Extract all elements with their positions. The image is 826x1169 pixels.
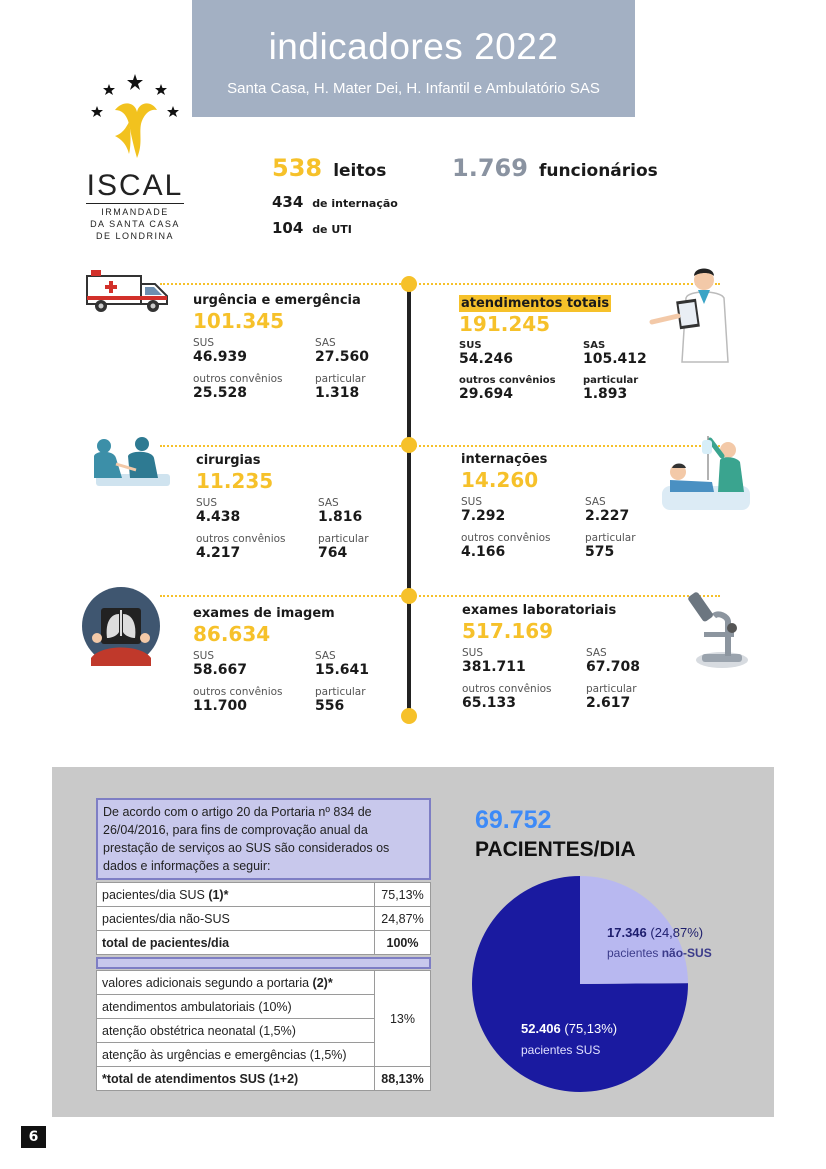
nonsus-caption [607, 946, 712, 960]
page-title: indicadores 2022 [268, 26, 559, 67]
urgencia-title: urgência e emergência [193, 293, 361, 308]
stat-key: SAS [315, 337, 336, 349]
xray-lungs-icon [81, 586, 161, 666]
stat-key: particular [315, 686, 366, 698]
stat-value: 2.227 [585, 508, 630, 524]
stat-key: SUS [461, 496, 483, 508]
pacientes-dia-table [96, 882, 431, 955]
urgencia-total: 101.345 [193, 309, 285, 333]
stat-key: outros convênios [193, 373, 283, 385]
sus-pct: (75,13%) [564, 1021, 618, 1036]
stat-value: 7.292 [461, 508, 506, 524]
stat-key: outros convênios [196, 533, 286, 545]
sus-value: 52.406 [521, 1021, 561, 1036]
timeline-dot [401, 708, 417, 724]
atendimentos-title: atendimentos totais [461, 296, 610, 311]
portaria-note: De acordo com o artigo 20 da Portaria nº 834 de 26/04/2016, para fins de comprovação anual da prestação de serviços ao SUS são considerados os dados e informações a seguir: [96, 798, 431, 880]
staff-label: funcionários [539, 161, 658, 181]
timeline-line [407, 282, 411, 720]
stat-key: particular [583, 375, 639, 386]
timeline-divider-3 [160, 595, 720, 597]
stat-key: SAS [586, 647, 607, 659]
iscal-logo [80, 72, 190, 247]
staff-value: 1.769 [452, 154, 528, 182]
timeline-dot [401, 588, 417, 604]
page-number: 6 [21, 1126, 46, 1148]
logo-subtext [86, 203, 184, 242]
stat-value: 54.246 [459, 351, 514, 367]
stat-value: 575 [585, 544, 615, 560]
beds-summary [272, 154, 386, 182]
valores-adicionais-table [96, 970, 431, 1091]
laboratoriais-title: exames laboratoriais [462, 603, 617, 618]
stat-key: SUS [462, 647, 484, 659]
page-header [192, 0, 635, 117]
stat-value: 58.667 [193, 662, 248, 678]
stat-value: 105.412 [583, 351, 647, 367]
stat-key: SAS [583, 340, 606, 351]
stat-key: SUS [193, 337, 215, 349]
nonsus-caption-b: não-SUS [661, 946, 712, 960]
uti-beds-label: de UTI [312, 223, 352, 236]
nonsus-value: 17.346 [607, 925, 647, 940]
nonsus-label [607, 925, 703, 940]
stat-value: 27.560 [315, 349, 370, 365]
stat-key: outros convênios [462, 683, 552, 695]
atendimentos-block [459, 296, 659, 410]
stat-value: 764 [318, 545, 348, 561]
nonsus-pct: (24,87%) [650, 925, 704, 940]
nonsus-caption-a: pacientes [607, 946, 662, 960]
stat-key: particular [585, 532, 636, 544]
logo-line-1: IRMANDADE [101, 207, 169, 217]
row-label: total de pacientes/dia [97, 931, 375, 955]
cirurgias-block [196, 453, 396, 569]
row-label: atendimentos ambulatoriais (10%) [97, 995, 375, 1019]
imagem-total: 86.634 [193, 622, 271, 646]
beds-label: leitos [333, 161, 387, 181]
imagem-block [193, 606, 393, 722]
sus-caption: pacientes SUS [521, 1043, 601, 1057]
stat-value: 1.816 [318, 509, 363, 525]
uti-beds [272, 219, 352, 237]
table-row [97, 1067, 431, 1091]
timeline-divider-2 [160, 445, 720, 447]
pacientes-pie-chart [470, 874, 690, 1094]
merged-value: 13% [375, 971, 431, 1067]
row-value: 100% [375, 931, 431, 955]
table-separator [96, 957, 431, 969]
stat-value: 1.893 [583, 386, 628, 402]
timeline-divider-1 [160, 283, 720, 285]
stat-value: 11.700 [193, 698, 248, 714]
internacao-beds-label: de internação [312, 197, 398, 210]
stat-value: 65.133 [462, 695, 517, 711]
row-label: pacientes/dia não-SUS [97, 907, 375, 931]
stat-value: 381.711 [462, 659, 526, 675]
staff-summary [452, 154, 658, 182]
row-value: 88,13% [375, 1067, 431, 1091]
hospital-bed-icon [652, 430, 752, 518]
logo-line-3: DE LONDRINA [95, 231, 174, 241]
stat-key: SUS [459, 340, 482, 351]
surgery-icon [82, 434, 178, 494]
stat-key: outros convênios [461, 532, 551, 544]
beds-value: 538 [272, 154, 323, 182]
ambulance-icon [83, 266, 171, 316]
stat-value: 4.217 [196, 545, 241, 561]
table-cell [97, 971, 375, 995]
stat-value: 1.318 [315, 385, 360, 401]
stat-key: SAS [318, 497, 339, 509]
stat-value: 46.939 [193, 349, 248, 365]
logo-line-2: DA SANTA CASA [90, 219, 180, 229]
logo-name: ISCAL [86, 169, 184, 202]
stat-key: SUS [196, 497, 218, 509]
table-row [97, 883, 431, 907]
table-row [97, 971, 431, 995]
logo-emblem-icon [85, 72, 185, 167]
stat-key: SAS [315, 650, 336, 662]
internacoes-title: internações [461, 452, 548, 467]
uti-beds-value: 104 [272, 219, 304, 237]
table-cell [97, 883, 375, 907]
atendimentos-total: 191.245 [459, 312, 551, 336]
microscope-icon [688, 586, 750, 672]
urgencia-block [193, 293, 393, 409]
row-value: 24,87% [375, 907, 431, 931]
stat-value: 25.528 [193, 385, 248, 401]
row-label: valores adicionais segundo a portaria [102, 975, 313, 990]
row-label: pacientes/dia SUS [102, 887, 209, 902]
stat-value: 556 [315, 698, 345, 714]
table-row [97, 907, 431, 931]
stat-key: particular [315, 373, 366, 385]
page-subtitle: Santa Casa, H. Mater Dei, H. Infantil e Ambulatório SAS [227, 80, 600, 97]
stat-key: SUS [193, 650, 215, 662]
row-ref: (2)* [312, 975, 333, 990]
stat-key: outros convênios [193, 686, 283, 698]
row-value: 75,13% [375, 883, 431, 907]
stat-value: 29.694 [459, 386, 514, 402]
pie-subtitle: PACIENTES/DIA [475, 838, 636, 861]
stat-value: 2.617 [586, 695, 631, 711]
timeline-dot [401, 276, 417, 292]
row-label: atenção obstétrica neonatal (1,5%) [97, 1019, 375, 1043]
cirurgias-total: 11.235 [196, 469, 274, 493]
laboratoriais-total: 517.169 [462, 619, 554, 643]
internacoes-total: 14.260 [461, 468, 539, 492]
stat-key: outros convênios [459, 375, 556, 386]
stat-key: SAS [585, 496, 606, 508]
timeline-dot [401, 437, 417, 453]
row-ref: (1)* [208, 887, 229, 902]
stat-value: 4.166 [461, 544, 506, 560]
internacao-beds [272, 193, 398, 211]
pie-total: 69.752 [475, 806, 552, 834]
cirurgias-title: cirurgias [196, 453, 261, 468]
row-label: *total de atendimentos SUS (1+2) [97, 1067, 375, 1091]
doctor-clipboard-icon [648, 264, 738, 364]
stat-value: 4.438 [196, 509, 241, 525]
stat-key: particular [318, 533, 369, 545]
laboratoriais-block [462, 603, 662, 719]
sus-label [521, 1021, 617, 1036]
stat-value: 15.641 [315, 662, 370, 678]
row-label: atenção às urgências e emergências (1,5%) [97, 1043, 375, 1067]
internacoes-block [461, 452, 661, 568]
imagem-title: exames de imagem [193, 606, 335, 621]
internacao-beds-value: 434 [272, 193, 304, 211]
stat-value: 67.708 [586, 659, 641, 675]
stat-key: particular [586, 683, 637, 695]
table-row [97, 931, 431, 955]
